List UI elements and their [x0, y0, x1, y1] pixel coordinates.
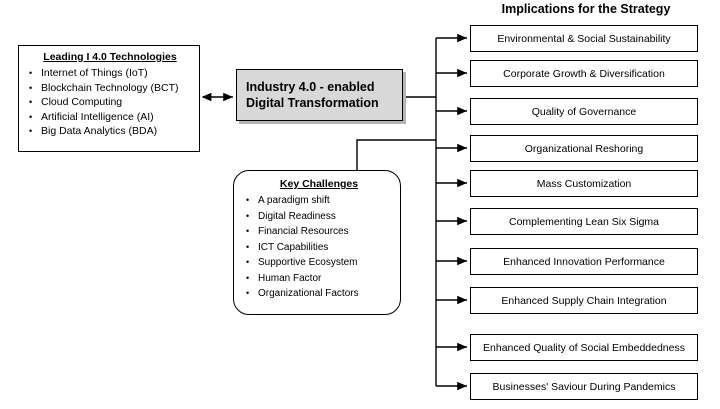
key-challenges-list	[242, 193, 396, 302]
leading-technologies-list	[25, 66, 195, 139]
implication-box-5: Mass Customization	[470, 170, 698, 197]
center-box-line-1: Industry 4.0 - enabled	[246, 80, 375, 94]
list-item: • Internet of Things (IoT)	[25, 66, 195, 81]
list-item: • Digital Readiness	[242, 209, 396, 225]
implication-box-6: Complementing Lean Six Sigma	[470, 208, 698, 235]
list-item: • Human Factor	[242, 271, 396, 287]
list-item: • Organizational Factors	[242, 286, 396, 302]
leading-technologies-box	[18, 45, 200, 152]
key-challenges-box	[233, 170, 401, 315]
implication-box-10: Businesses' Saviour During Pandemics	[470, 373, 698, 400]
implication-box-1: Environmental & Social Sustainability	[470, 25, 698, 52]
implication-box-7: Enhanced Innovation Performance	[470, 248, 698, 275]
list-item: • Supportive Ecosystem	[242, 255, 396, 271]
list-item: • Big Data Analytics (BDA)	[25, 124, 195, 139]
implication-box-3: Quality of Governance	[470, 98, 698, 125]
list-item: • ICT Capabilities	[242, 240, 396, 256]
implications-title: Implications for the Strategy	[501, 2, 671, 16]
implication-box-2: Corporate Growth & Diversification	[470, 60, 698, 87]
list-item: • Blockchain Technology (BCT)	[25, 81, 195, 96]
list-item: • Financial Resources	[242, 224, 396, 240]
list-item: • Cloud Computing	[25, 95, 195, 110]
list-item: • A paradigm shift	[242, 193, 396, 209]
implication-box-4: Organizational Reshoring	[470, 135, 698, 162]
implication-box-9: Enhanced Quality of Social Embeddedness	[470, 334, 698, 361]
industry-40-center-box	[236, 69, 403, 121]
leading-technologies-title: Leading I 4.0 Technologies	[43, 51, 177, 63]
list-item: • Artificial Intelligence (AI)	[25, 110, 195, 125]
center-box-line-2: Digital Transformation	[246, 96, 379, 110]
implication-box-8: Enhanced Supply Chain Integration	[470, 287, 698, 314]
key-challenges-title: Key Challenges	[279, 178, 359, 190]
